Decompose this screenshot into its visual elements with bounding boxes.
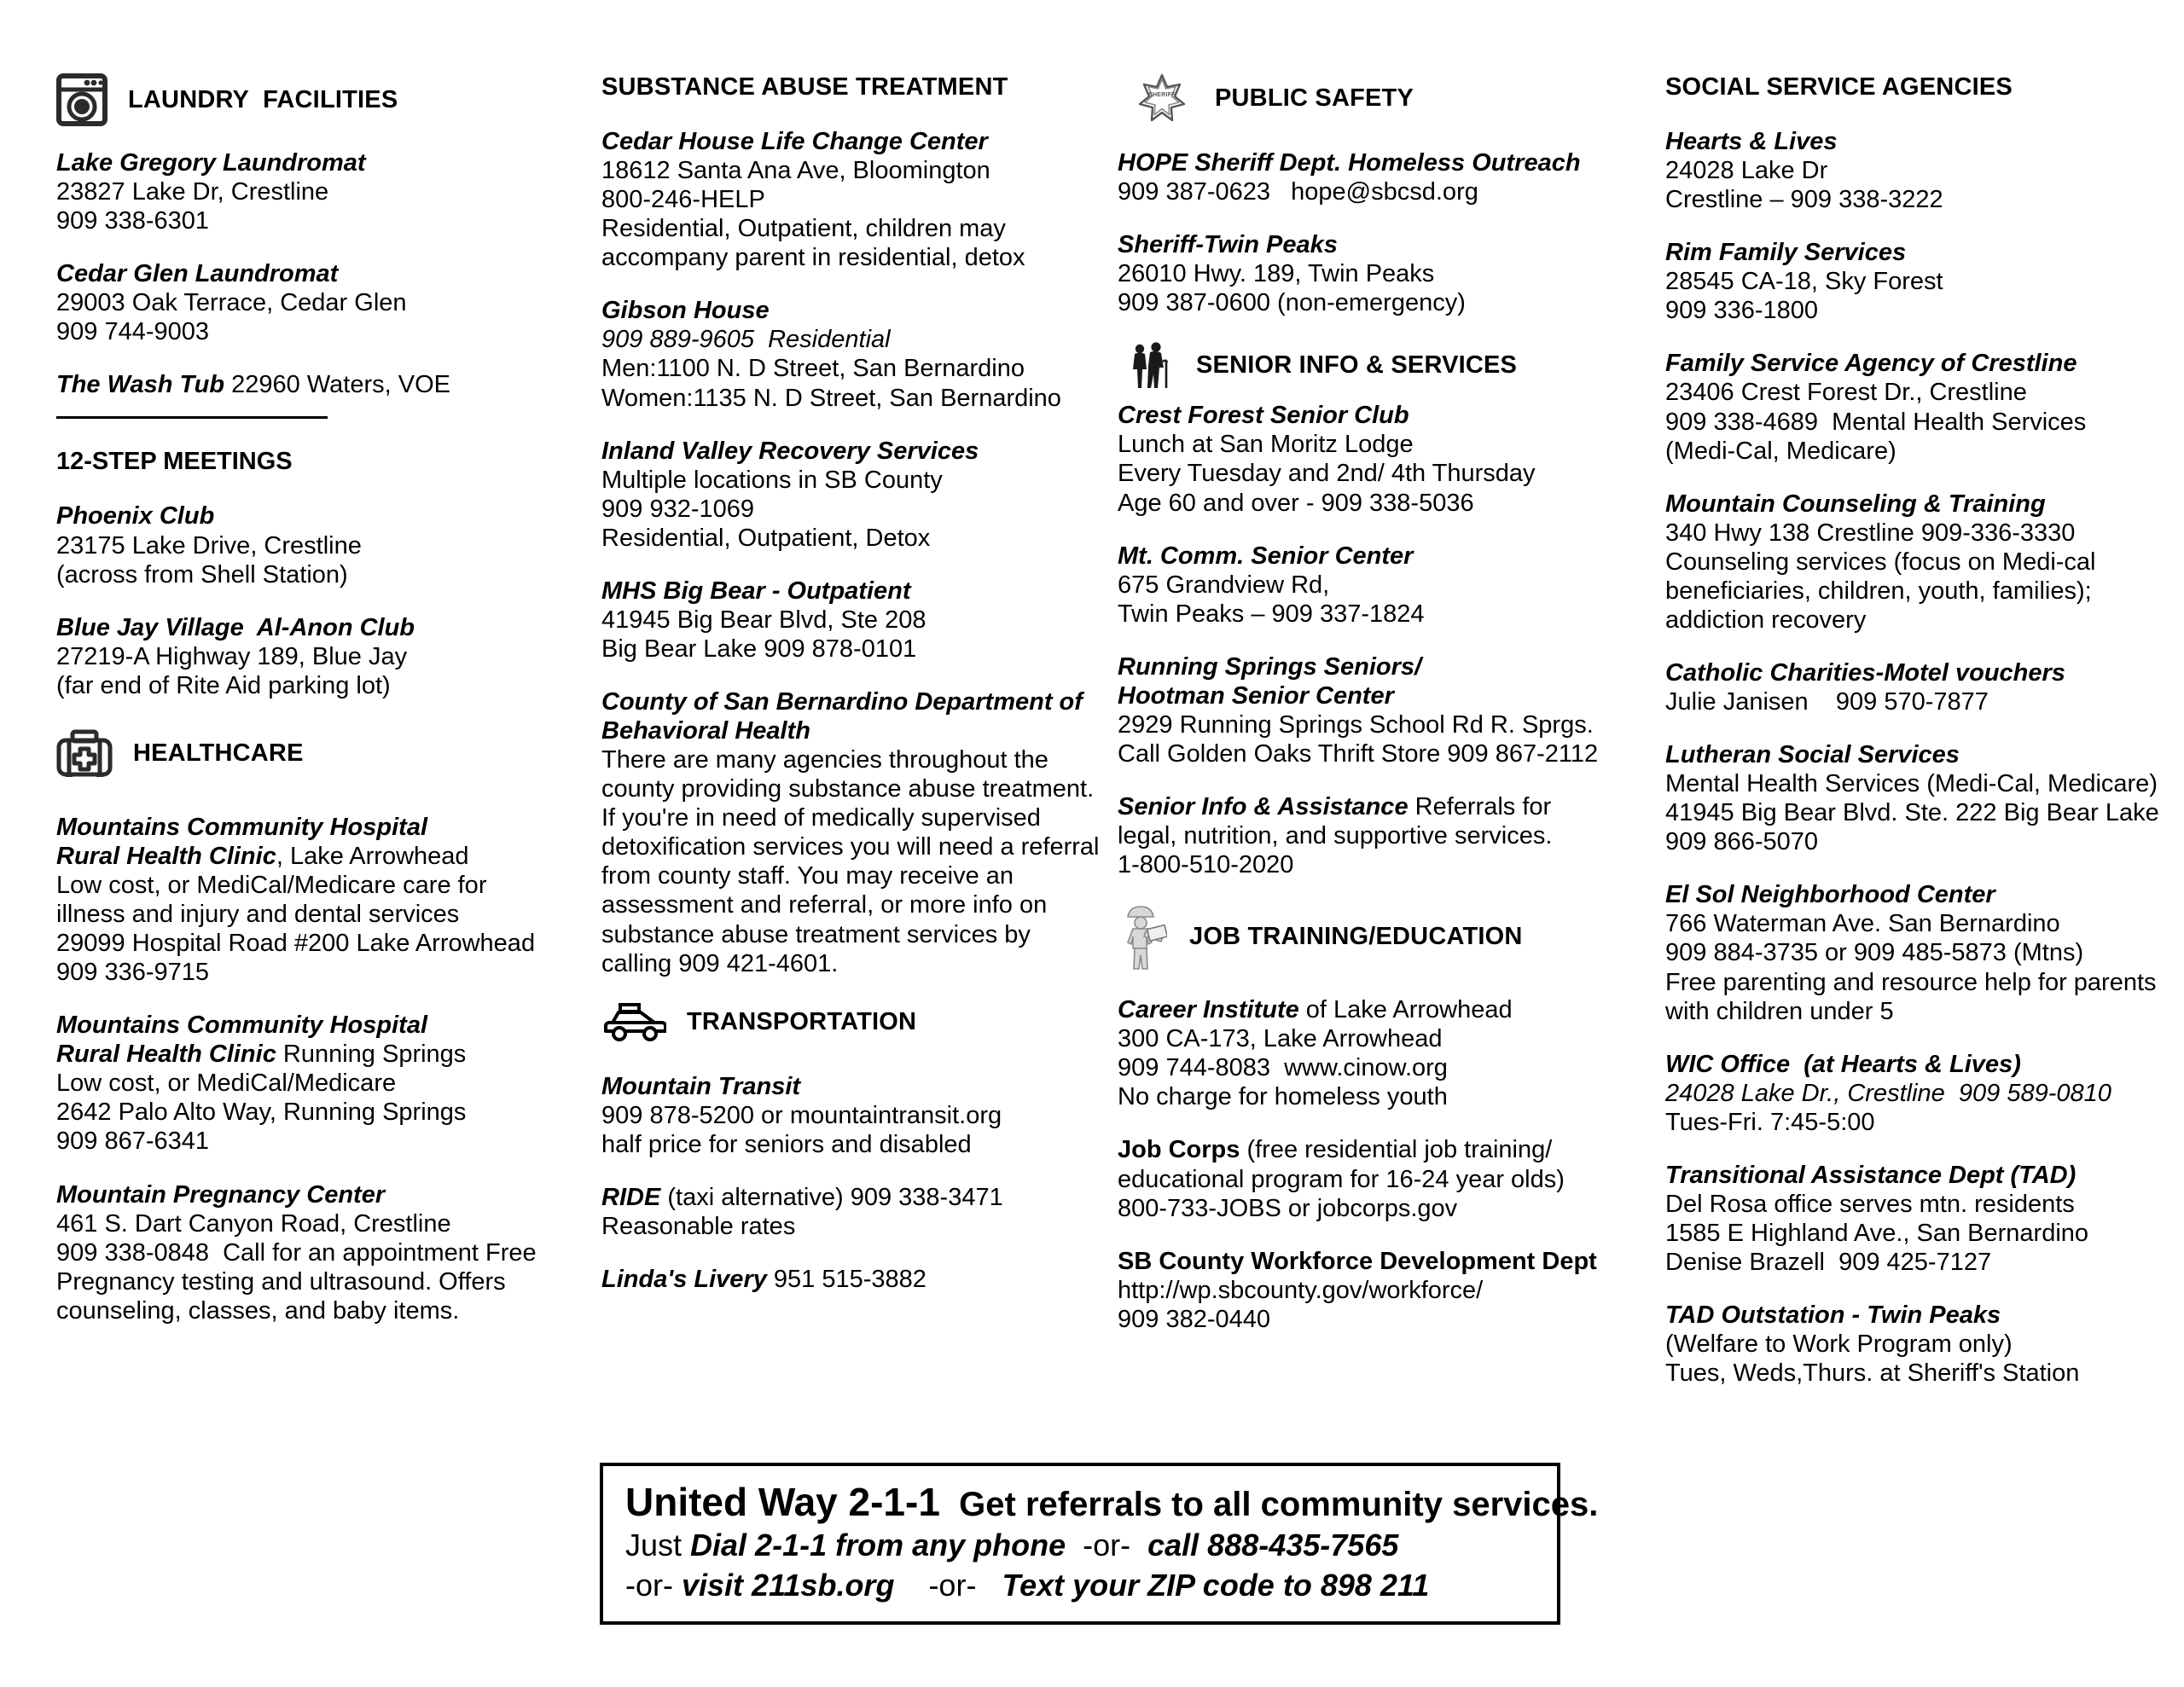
listing-line: 766 Waterman Ave. San Bernardino — [1665, 910, 2060, 938]
section-title-public-safety: PUBLIC SAFETY — [1215, 84, 1414, 112]
listing-cedar-house-life-change-center — [601, 127, 1101, 272]
listing-name: Transitional Assistance Dept (TAD) — [1665, 1161, 2077, 1189]
listing-job-corps — [1118, 1135, 1647, 1222]
listing-line: counseling, classes, and baby items. — [56, 1296, 460, 1325]
listing-name: Mt. Comm. Senior Center — [1118, 542, 1414, 570]
listing-name: Cedar House Life Change Center — [601, 128, 988, 155]
listing-name: Running Springs Seniors/ — [1118, 652, 1422, 681]
listing-line: 23175 Lake Drive, Crestline — [56, 531, 362, 559]
listing-line: legal, nutrition, and supportive services. — [1118, 822, 1553, 850]
section-header-healthcare — [56, 729, 563, 779]
listing-line: 29099 Hospital Road #200 Lake Arrowhead — [56, 930, 536, 958]
listing-line: Denise Brazell 909 425-7127 — [1665, 1249, 1992, 1276]
listing-inline: , Lake Arrowhead — [276, 842, 469, 870]
listing-line: assessment and referral, or more info on — [601, 891, 1048, 919]
uw-text-instruction: Text your ZIP code to 898 211 — [1002, 1567, 1430, 1603]
listing-tad-outstation-twin-peaks — [1665, 1301, 2184, 1388]
listing-line: (Welfare to Work Program only) — [1665, 1330, 2013, 1359]
listing-inland-valley-recovery-services — [601, 437, 1101, 553]
united-way-line-3 — [625, 1566, 1535, 1606]
listing-name: Sheriff-Twin Peaks — [1118, 231, 1338, 259]
listing-line: accompany parent in residential, detox — [601, 244, 1025, 272]
listing-line: half price for seniors and disabled — [601, 1130, 972, 1158]
listing-line: calling 909 421-4601. — [601, 949, 839, 977]
first-aid-kit-icon — [56, 729, 113, 779]
listing-line: 909 338-6301 — [56, 207, 209, 235]
listing-line: 461 S. Dart Canyon Road, Crestline — [56, 1209, 451, 1238]
listing-line: 909 866-5070 — [1665, 828, 1818, 856]
section-title-senior-info: SENIOR INFO & SERVICES — [1196, 351, 1518, 379]
uw-dial-instruction: Dial 2-1-1 from any phone — [690, 1528, 1066, 1563]
listing-line: 23406 Crest Forest Dr., Crestline — [1665, 379, 2027, 407]
listing-line: educational program for 16-24 year olds) — [1118, 1165, 1565, 1193]
svg-text:SHERIFF: SHERIFF — [1148, 92, 1176, 98]
listing-line: 800-246-HELP — [601, 186, 765, 214]
listing-line: 909 744-9003 — [56, 318, 209, 346]
listing-mountain-counseling-and-training — [1665, 490, 2184, 635]
listing-county-dept-behavioral-health — [601, 687, 1101, 978]
listing-name: Rim Family Services — [1665, 239, 1907, 267]
listing-line: 909 867-6341 — [56, 1128, 209, 1156]
listing-name: County of San Bernardino Department of — [601, 688, 1083, 716]
listing-inline: 22960 Waters, VOE — [224, 371, 450, 399]
united-way-tagline: Get referrals to all community services. — [939, 1486, 1599, 1523]
listing-transitional-assistance-dept — [1665, 1161, 2184, 1277]
listing-name: Hearts & Lives — [1665, 128, 1838, 155]
listing-line: 18612 Santa Ana Ave, Bloomington — [601, 157, 990, 185]
section-title-laundry: LAUNDRY FACILITIES — [128, 85, 398, 113]
listing-mountains-community-hospital-running-springs — [56, 1011, 563, 1156]
listing-line: 340 Hwy 138 Crestline 909-336-3330 — [1665, 519, 2076, 547]
listing-lindas-livery — [601, 1265, 1101, 1294]
listing-name: El Sol Neighborhood Center — [1665, 881, 1995, 909]
listing-sb-county-workforce-development — [1118, 1247, 1647, 1334]
uw-call-number: call 888-435-7565 — [1147, 1528, 1399, 1563]
listing-lutheran-social-services — [1665, 740, 2184, 856]
listing-name: Job Corps — [1118, 1136, 1240, 1164]
listing-name: Phoenix Club — [56, 502, 215, 530]
listing-line: Twin Peaks – 909 337-1824 — [1118, 600, 1425, 628]
listing-name: Career Institute — [1118, 996, 1299, 1024]
listing-cedar-glen-laundromat — [56, 259, 563, 346]
listing-line: 909 387-0600 (non-emergency) — [1118, 289, 1466, 317]
united-way-headline — [625, 1478, 1599, 1526]
listing-name: Blue Jay Village Al-Anon Club — [56, 613, 415, 641]
listing-name-line2: Hootman Senior Center — [1118, 681, 1394, 710]
listing-line: Tues, Weds,Thurs. at Sheriff's Station — [1665, 1359, 2080, 1388]
listing-line-italic: 24028 Lake Dr., Crestline 909 589-0810 — [1665, 1079, 2111, 1107]
listing-line: 909 878-5200 or mountaintransit.org — [601, 1101, 1002, 1129]
listing-name: Crest Forest Senior Club — [1118, 402, 1409, 430]
listing-name: Cedar Glen Laundromat — [56, 260, 339, 288]
listing-line: There are many agencies throughout the — [601, 746, 1048, 774]
listing-line: If you're in need of medically supervised — [601, 804, 1041, 832]
listing-name: Mountain Counseling & Training — [1665, 490, 2046, 518]
listing-name: TAD Outstation - Twin Peaks — [1665, 1301, 2001, 1330]
listing-mt-comm-senior-center — [1118, 542, 1647, 629]
listing-rim-family-services — [1665, 238, 2184, 325]
listing-hearts-and-lives — [1665, 127, 2184, 214]
uw-or-2: -or- — [625, 1567, 682, 1603]
listing-sheriff-twin-peaks — [1118, 230, 1647, 317]
section-title-healthcare: HEALTHCARE — [133, 739, 304, 768]
listing-career-institute — [1118, 995, 1647, 1111]
listing-line: Del Rosa office serves mtn. residents — [1665, 1190, 2075, 1218]
listing-line: beneficiaries, children, youth, families); — [1665, 577, 2092, 605]
listing-line: 300 CA-173, Lake Arrowhead — [1118, 1025, 1443, 1053]
listing-line: Every Tuesday and 2nd/ 4th Thursday — [1118, 460, 1536, 488]
section-header-job-training-education — [1118, 903, 1647, 970]
uw-website: visit 211sb.org — [682, 1567, 895, 1603]
listing-line: Low cost, or MediCal/Medicare care for — [56, 871, 487, 899]
listing-line: Multiple locations in SB County — [601, 466, 943, 494]
listing-line: with children under 5 — [1665, 997, 1894, 1025]
washing-machine-icon — [56, 73, 107, 126]
listing-line: 23827 Lake Dr, Crestline — [56, 178, 329, 206]
section-title-job-training: JOB TRAINING/EDUCATION — [1189, 922, 1523, 950]
listing-line: 2929 Running Springs School Rd R. Sprgs. — [1118, 710, 1594, 739]
section-header-senior-info-services — [1118, 341, 1647, 389]
listing-line: (far end of Rite Aid parking lot) — [56, 671, 391, 699]
section-divider — [56, 416, 328, 419]
column-2 — [563, 0, 1101, 1412]
listing-wic-office — [1665, 1050, 2184, 1137]
listing-line: Tues-Fri. 7:45-5:00 — [1665, 1108, 1875, 1136]
listing-line: Free parenting and resource help for parents — [1665, 968, 2157, 996]
listing-line: (across from Shell Station) — [56, 560, 348, 588]
listing-line: 29003 Oak Terrace, Cedar Glen — [56, 289, 407, 317]
united-way-brand: United Way 2-1-1 — [625, 1480, 940, 1524]
section-header-social-service-agencies: SOCIAL SERVICE AGENCIES — [1665, 73, 2013, 101]
listing-line: 26010 Hwy. 189, Twin Peaks — [1118, 260, 1435, 288]
listing-el-sol-neighborhood-center — [1665, 880, 2184, 1025]
listing-inline: Referrals for — [1408, 793, 1552, 820]
united-way-line-2 — [625, 1526, 1535, 1566]
listing-blue-jay-village-al-anon-club — [56, 613, 563, 700]
listing-line: 41945 Big Bear Blvd. Ste. 222 Big Bear Lake — [1665, 799, 2159, 827]
section-header-public-safety — [1118, 73, 1647, 123]
listing-name: HOPE Sheriff Dept. Homeless Outreach — [1118, 149, 1581, 177]
listing-line: substance abuse treatment services by — [601, 920, 1031, 948]
listing-line: http://wp.sbcounty.gov/workforce/ — [1118, 1276, 1484, 1304]
listing-name: Inland Valley Recovery Services — [601, 437, 979, 465]
listing-name: Family Service Agency of Crestline — [1665, 350, 2077, 378]
column-1 — [0, 0, 563, 1412]
listing-line: detoxification services you will need a referral — [601, 833, 1100, 861]
listing-line: (Medi-Cal, Medicare) — [1665, 437, 1896, 465]
listing-line: Residential, Outpatient, Detox — [601, 524, 931, 552]
united-way-211-callout-box — [600, 1463, 1599, 1625]
listing-line: 675 Grandview Rd, — [1118, 571, 1330, 599]
section-header-substance-abuse-treatment: SUBSTANCE ABUSE TREATMENT — [601, 73, 1008, 101]
listing-line: 909 338-0848 Call for an appointment Free — [56, 1238, 537, 1267]
listing-line: Big Bear Lake 909 878-0101 — [601, 635, 917, 663]
listing-running-springs-hootman-senior-center — [1118, 652, 1647, 768]
listing-line: 800-733-JOBS or jobcorps.gov — [1118, 1194, 1458, 1222]
listing-line: 24028 Lake Dr — [1665, 157, 1828, 185]
listing-name: Lutheran Social Services — [1665, 741, 1960, 769]
listing-line: 28545 CA-18, Sky Forest — [1665, 268, 1943, 296]
listing-line: Residential, Outpatient, children may — [601, 215, 1006, 243]
listing-senior-info-assistance — [1118, 792, 1647, 879]
section-header-transportation — [601, 1002, 1101, 1043]
listing-mountains-community-hospital-lake-arrowhead — [56, 813, 563, 987]
listing-hope-sheriff-homeless-outreach — [1118, 148, 1647, 206]
listing-line: Pregnancy testing and ultrasound. Offers — [56, 1267, 506, 1296]
listing-name: SB County Workforce Development Dept — [1118, 1247, 1597, 1275]
column-3 — [1101, 0, 1647, 1412]
listing-name-second: Rural Health Clinic — [56, 842, 276, 870]
listing-inline: (free residential job training/ — [1240, 1136, 1553, 1164]
listing-line: Reasonable rates — [601, 1212, 796, 1240]
listing-line: 1-800-510-2020 — [1118, 851, 1294, 879]
listing-line: 909 336-1800 — [1665, 297, 1818, 325]
listing-line: 1585 E Highland Ave., San Bernardino — [1665, 1219, 2089, 1247]
listing-family-service-agency-of-crestline — [1665, 349, 2184, 465]
listing-mhs-big-bear-outpatient — [601, 577, 1101, 664]
listing-name: Mountain Transit — [601, 1072, 801, 1100]
listing-inline: 951 515-3882 — [766, 1265, 926, 1293]
listing-mountain-pregnancy-center — [56, 1180, 563, 1325]
sheriff-star-badge-icon — [1138, 73, 1186, 123]
listing-name: Mountain Pregnancy Center — [56, 1180, 386, 1209]
listing-line: Mental Health Services (Medi-Cal, Medicare) — [1665, 770, 2158, 798]
listing-name-second: Rural Health Clinic — [56, 1041, 276, 1069]
listing-line: Julie Janisen 909 570-7877 — [1665, 688, 1989, 716]
listing-name-line2: Behavioral Health — [601, 717, 810, 745]
listing-line: 41945 Big Bear Blvd, Ste 208 — [601, 606, 926, 634]
listing-mountain-transit — [601, 1072, 1101, 1159]
listing-line: county providing substance abuse treatment. — [601, 775, 1095, 803]
listing-line: 909 387-0623 hope@sbcsd.org — [1118, 178, 1478, 206]
listing-line: Lunch at San Moritz Lodge — [1118, 431, 1414, 459]
listing-lake-gregory-laundromat — [56, 148, 563, 235]
listing-line: Counseling services (focus on Medi-cal — [1665, 548, 2096, 576]
listing-line: 909 932-1069 — [601, 495, 754, 523]
listing-catholic-charities-motel-vouchers — [1665, 658, 2184, 716]
section-header-12-step-meetings: 12-STEP MEETINGS — [56, 448, 293, 476]
listing-line: 909 744-8083 www.cinow.org — [1118, 1054, 1448, 1082]
listing-line: Women:1135 N. D Street, San Bernardino — [601, 384, 1061, 412]
listing-inline: Running Springs — [276, 1041, 467, 1069]
listing-line: 2642 Palo Alto Way, Running Springs — [56, 1099, 467, 1127]
listing-line: Call Golden Oaks Thrift Store 909 867-2112 — [1118, 739, 1599, 768]
listing-ride-taxi-alternative — [601, 1183, 1101, 1241]
listing-line: illness and injury and dental services — [56, 901, 460, 928]
listing-inline: (taxi alternative) 909 338-3471 — [660, 1183, 1003, 1211]
listing-name: Linda's Livery — [601, 1265, 767, 1293]
column-4 — [1647, 0, 2184, 1412]
uw-or-3: -or- — [894, 1567, 1002, 1603]
listing-name: The Wash Tub — [56, 371, 225, 399]
listing-line: No charge for homeless youth — [1118, 1083, 1448, 1111]
listing-name: MHS Big Bear - Outpatient — [601, 577, 911, 605]
listing-line: 909 382-0440 — [1118, 1305, 1270, 1333]
elderly-couple-icon — [1126, 341, 1172, 389]
listing-crest-forest-senior-club — [1118, 401, 1647, 517]
listing-name: Senior Info & Assistance — [1118, 793, 1409, 820]
listing-name: WIC Office (at Hearts & Lives) — [1665, 1050, 2021, 1078]
listing-line: Low cost, or MediCal/Medicare — [56, 1070, 397, 1098]
listing-line: 909 336-9715 — [56, 959, 209, 987]
listing-line: Age 60 and over - 909 338-5036 — [1118, 489, 1474, 517]
listing-the-wash-tub — [56, 370, 563, 399]
listing-name: Catholic Charities-Motel vouchers — [1665, 658, 2065, 687]
taxi-car-icon — [601, 1002, 666, 1043]
listing-line: addiction recovery — [1665, 606, 1867, 634]
uw-just-label: Just — [625, 1528, 691, 1563]
listing-name: Mountains Community Hospital — [56, 813, 427, 841]
listing-name: Mountains Community Hospital — [56, 1012, 427, 1040]
listing-phoenix-club — [56, 501, 563, 588]
listing-line: 27219-A Highway 189, Blue Jay — [56, 642, 408, 670]
listing-line: 909 338-4689 Mental Health Services — [1665, 408, 2087, 436]
listing-line: from county staff. You may receive an — [601, 862, 1014, 890]
listing-line-italic: 909 889-9605 Residential — [601, 326, 891, 354]
listing-name: RIDE — [601, 1183, 661, 1211]
listing-name: Gibson House — [601, 297, 770, 325]
listing-line: 909 884-3735 or 909 485-5873 (Mtns) — [1665, 939, 2084, 967]
listing-gibson-house — [601, 296, 1101, 412]
worker-with-clipboard-icon — [1123, 903, 1167, 970]
uw-or-1: -or- — [1066, 1528, 1148, 1563]
listing-line: Crestline – 909 338-3222 — [1665, 186, 1943, 214]
listing-name: Lake Gregory Laundromat — [56, 149, 366, 177]
listing-inline: of Lake Arrowhead — [1298, 996, 1513, 1024]
section-title-transportation: TRANSPORTATION — [687, 1008, 917, 1036]
section-header-laundry-facilities — [56, 73, 563, 126]
listing-line: Men:1100 N. D Street, San Bernardino — [601, 355, 1025, 383]
